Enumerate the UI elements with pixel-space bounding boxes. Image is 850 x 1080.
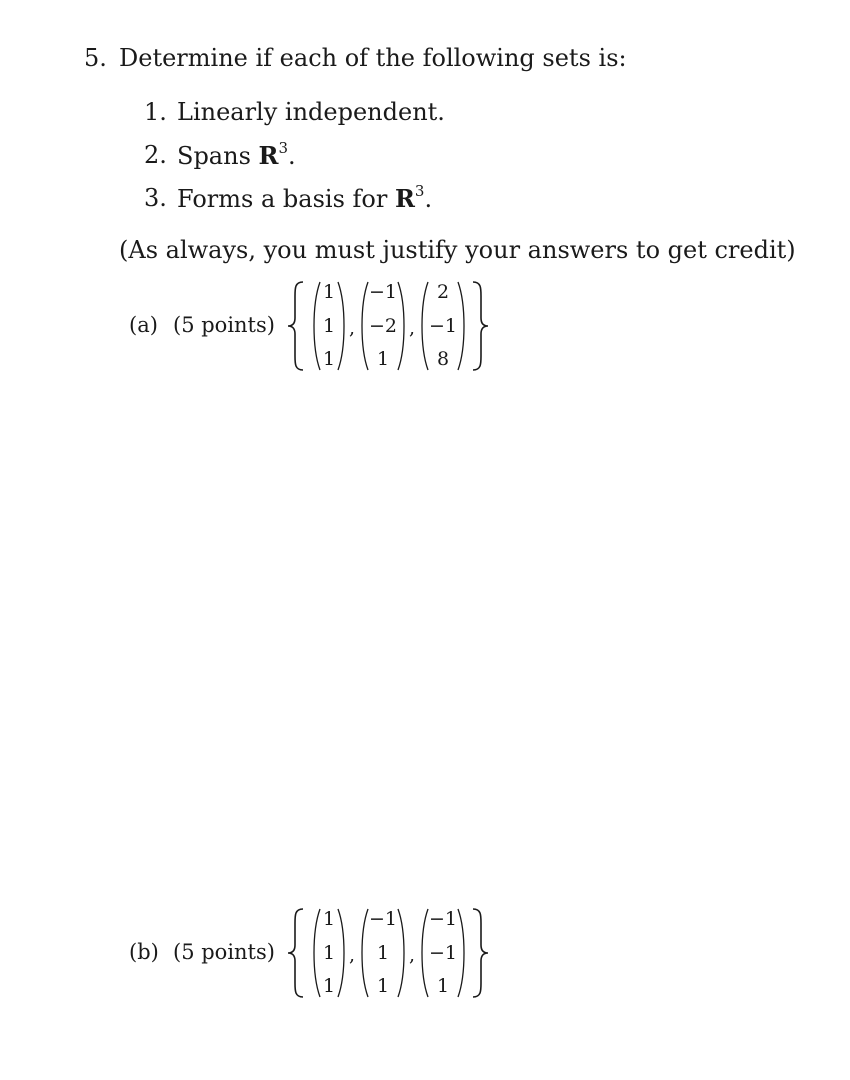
- criterion-2-tail: .: [288, 142, 296, 170]
- left-paren: [314, 909, 320, 997]
- part-a-vector-2-entry-3: 1: [376, 348, 390, 370]
- question-prompt: Determine if each of the following sets is:: [119, 44, 627, 72]
- right-brace: [473, 909, 488, 997]
- criterion-2-space-symbol: R: [258, 141, 279, 170]
- part-b-vector-2-entry-3: 1: [376, 975, 390, 997]
- part-a-vector-2-entry-2: −2: [368, 315, 398, 337]
- part-b-vector-3-entry-3: 1: [436, 975, 450, 997]
- part-b-label: (b): [129, 940, 159, 964]
- criterion-3-tail: .: [424, 185, 433, 213]
- left-paren: [314, 282, 320, 370]
- criterion-1-number: 1.: [144, 98, 167, 126]
- part-a-vector-2-entry-1: −1: [368, 281, 398, 303]
- criterion-2-text: Spans: [177, 142, 259, 170]
- part-b-vector-set: [285, 903, 545, 1003]
- part-b-vector-3-entry-2: −1: [428, 942, 458, 964]
- left-brace: [288, 282, 303, 370]
- part-a-points: (5 points): [173, 313, 275, 337]
- right-paren: [458, 909, 464, 997]
- criterion-3-number: 3.: [144, 184, 167, 212]
- criterion-3-exponent: 3: [414, 182, 425, 200]
- left-paren: [362, 282, 368, 370]
- comma: ,: [349, 944, 356, 966]
- criterion-2: [177, 141, 296, 170]
- part-b-vector-1-entry-3: 1: [322, 975, 336, 997]
- part-b-points: (5 points): [173, 940, 275, 964]
- part-b-vector-1-entry-2: 1: [322, 942, 336, 964]
- part-a-label: (a): [129, 313, 158, 337]
- right-paren: [458, 282, 464, 370]
- part-a-vector-3-entry-2: −1: [428, 315, 458, 337]
- right-paren: [338, 282, 344, 370]
- part-b-vector-1-entry-1: 1: [322, 908, 336, 930]
- question-number: 5.: [84, 44, 107, 72]
- criterion-2-number: 2.: [144, 141, 167, 169]
- part-a-vector-3-entry-1: 2: [436, 281, 450, 303]
- part-a-vector-1-entry-3: 1: [322, 348, 336, 370]
- left-paren: [362, 909, 368, 997]
- part-b-vector-2-entry-1: −1: [368, 908, 398, 930]
- part-a-vector-set: [285, 276, 545, 376]
- right-brace: [473, 282, 488, 370]
- comma: ,: [409, 317, 416, 339]
- comma: ,: [349, 317, 356, 339]
- criterion-3-space-symbol: R: [394, 184, 415, 213]
- part-b-vector-3-entry-1: −1: [428, 908, 458, 930]
- left-paren: [422, 282, 428, 370]
- left-paren: [422, 909, 428, 997]
- right-paren: [398, 909, 404, 997]
- criterion-1-text: Linearly independent.: [177, 98, 445, 126]
- right-paren: [338, 909, 344, 997]
- criterion-3-text: Forms a basis for: [177, 185, 395, 213]
- part-b-vector-2-entry-2: 1: [376, 942, 390, 964]
- part-a-vector-1-entry-1: 1: [322, 281, 336, 303]
- part-a-vector-3-entry-3: 8: [436, 348, 450, 370]
- criterion-3: [177, 184, 432, 213]
- left-brace: [288, 909, 303, 997]
- part-a-vector-1-entry-2: 1: [322, 315, 336, 337]
- criterion-2-exponent: 3: [278, 139, 289, 157]
- justification-note: (As always, you must justify your answers to get credit): [119, 236, 796, 264]
- comma: ,: [409, 944, 416, 966]
- right-paren: [398, 282, 404, 370]
